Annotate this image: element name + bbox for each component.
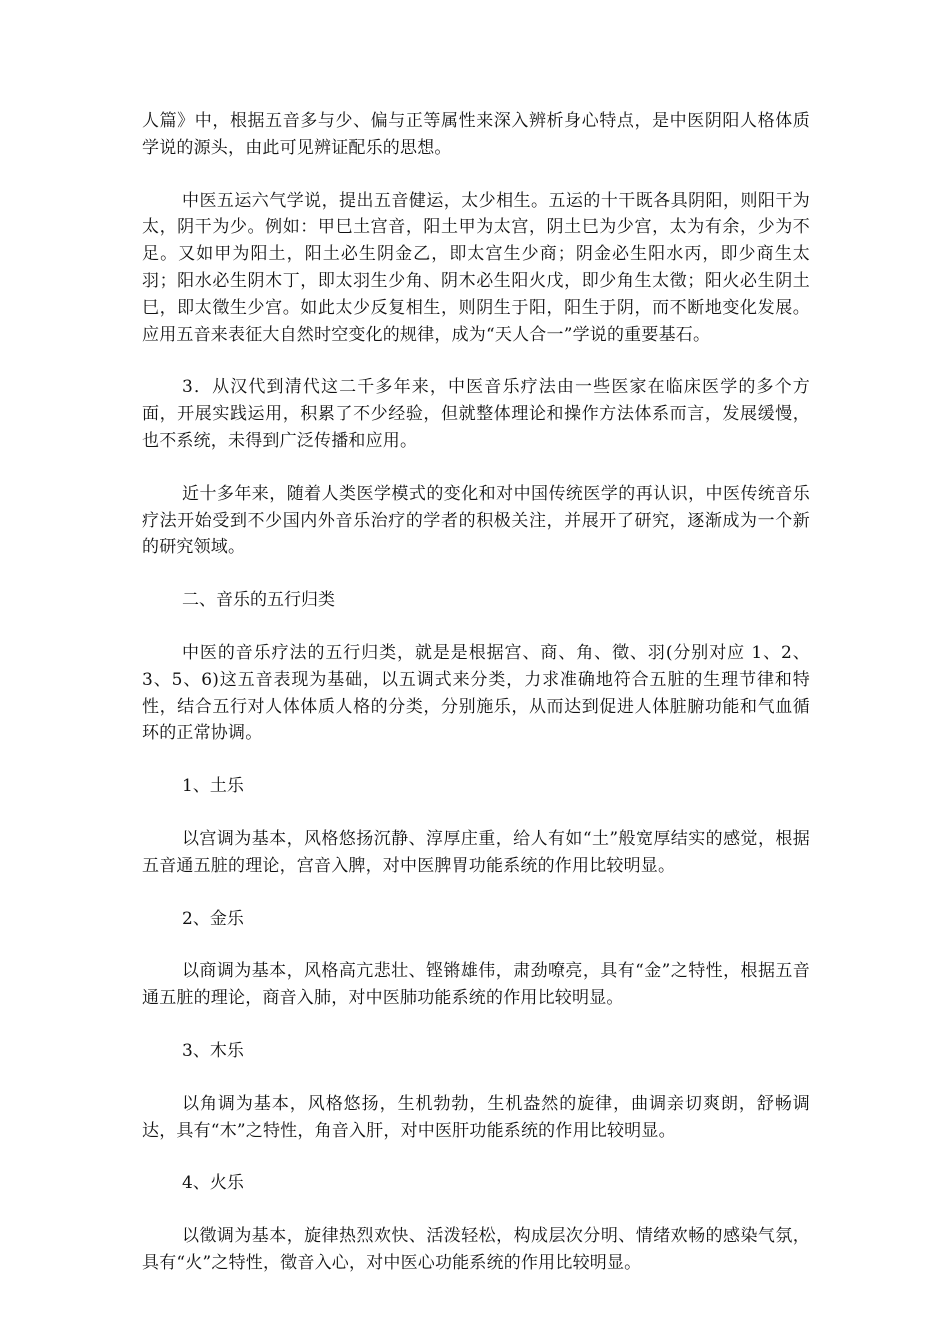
subheading-earth-music: 1、土乐 — [182, 776, 244, 797]
document-page — [142, 108, 810, 1303]
paragraph-five-movements: 中医五运六气学说，提出五音健运，太少相生。五运的十干既各具阴阳，则阳干为太，阴干为少。例如：甲巳土宫音，阳土甲为太宫，阴土巳为少宫，太为有余，少为不足。又如甲为阳土，阳土必生阴金乙，即太宫生少商；阴金必生阳水丙，即少商生太羽；阳水必生阴木丁，即太羽生少角、阴木必生阳火戊，即少角生太徵；阳火必生阴土巳，即太徵生少宫。如此太少反复相生，则阴生于阳，阳生于阴，而不断地变化发展。应用五音来表征大自然时空变化的规律，成为“天人合一”学说的重要基石。 — [142, 190, 810, 345]
paragraph-metal-music: 以商调为基本，风格高亢悲壮、铿锵雄伟，肃劲嘹亮，具有“金”之特性，根据五音通五脏的理论，商音入肺，对中医肺功能系统的作用比较明显。 — [142, 961, 810, 1009]
paragraph-wood-music: 以角调为基本，风格悠扬，生机勃勃，生机盎然的旋律，曲调亲切爽朗，舒畅调达，具有“木”之特性，角音入肝，对中医肝功能系统的作用比较明显。 — [142, 1093, 810, 1141]
subheading-metal-music: 2、金乐 — [182, 908, 244, 929]
subheading-wood-music: 3、木乐 — [182, 1040, 244, 1061]
subheading-fire-music: 4、火乐 — [182, 1173, 244, 1194]
paragraph-recent-research: 近十多年来，随着人类医学模式的变化和对中国传统医学的再认识，中医传统音乐疗法开始受到不少国内外音乐治疗的学者的积极关注，并展开了研究，逐渐成为一个新的研究领域。 — [142, 483, 810, 558]
paragraph-fire-music: 以徵调为基本，旋律热烈欢快、活泼轻松，构成层次分明、情绪欢畅的感染气氛，具有“火”之特性，徵音入心，对中医心功能系统的作用比较明显。 — [142, 1226, 810, 1273]
section-heading-five-elements: 二、音乐的五行归类 — [182, 590, 335, 611]
paragraph-earth-music: 以宫调为基本，风格悠扬沉静、淳厚庄重，给人有如“土”般宽厚结实的感觉，根据五音通五脏的理论，宫音入脾，对中医脾胃功能系统的作用比较明显。 — [142, 828, 810, 876]
paragraph-continuation: 人篇》中，根据五音多与少、偏与正等属性来深入辨析身心特点，是中医阴阳人格体质学说的源头，由此可见辨证配乐的思想。 — [142, 111, 810, 158]
paragraph-five-elements-intro: 中医的音乐疗法的五行归类，就是是根据宫、商、角、徵、羽(分别对应 1、2、3、5、6)这五音表现为基础，以五调式来分类，力求准确地符合五脏的生理节律和特性，结合五行对人体体质人格的分类，分别施乐，从而达到促进人体脏腑功能和气血循环的正常协调。 — [142, 642, 810, 744]
paragraph-history: 3．从汉代到清代这二千多年来，中医音乐疗法由一些医家在临床医学的多个方面，开展实践运用，积累了不少经验，但就整体理论和操作方法体系而言，发展缓慢，也不系统，未得到广泛传播和应用。 — [142, 377, 810, 451]
